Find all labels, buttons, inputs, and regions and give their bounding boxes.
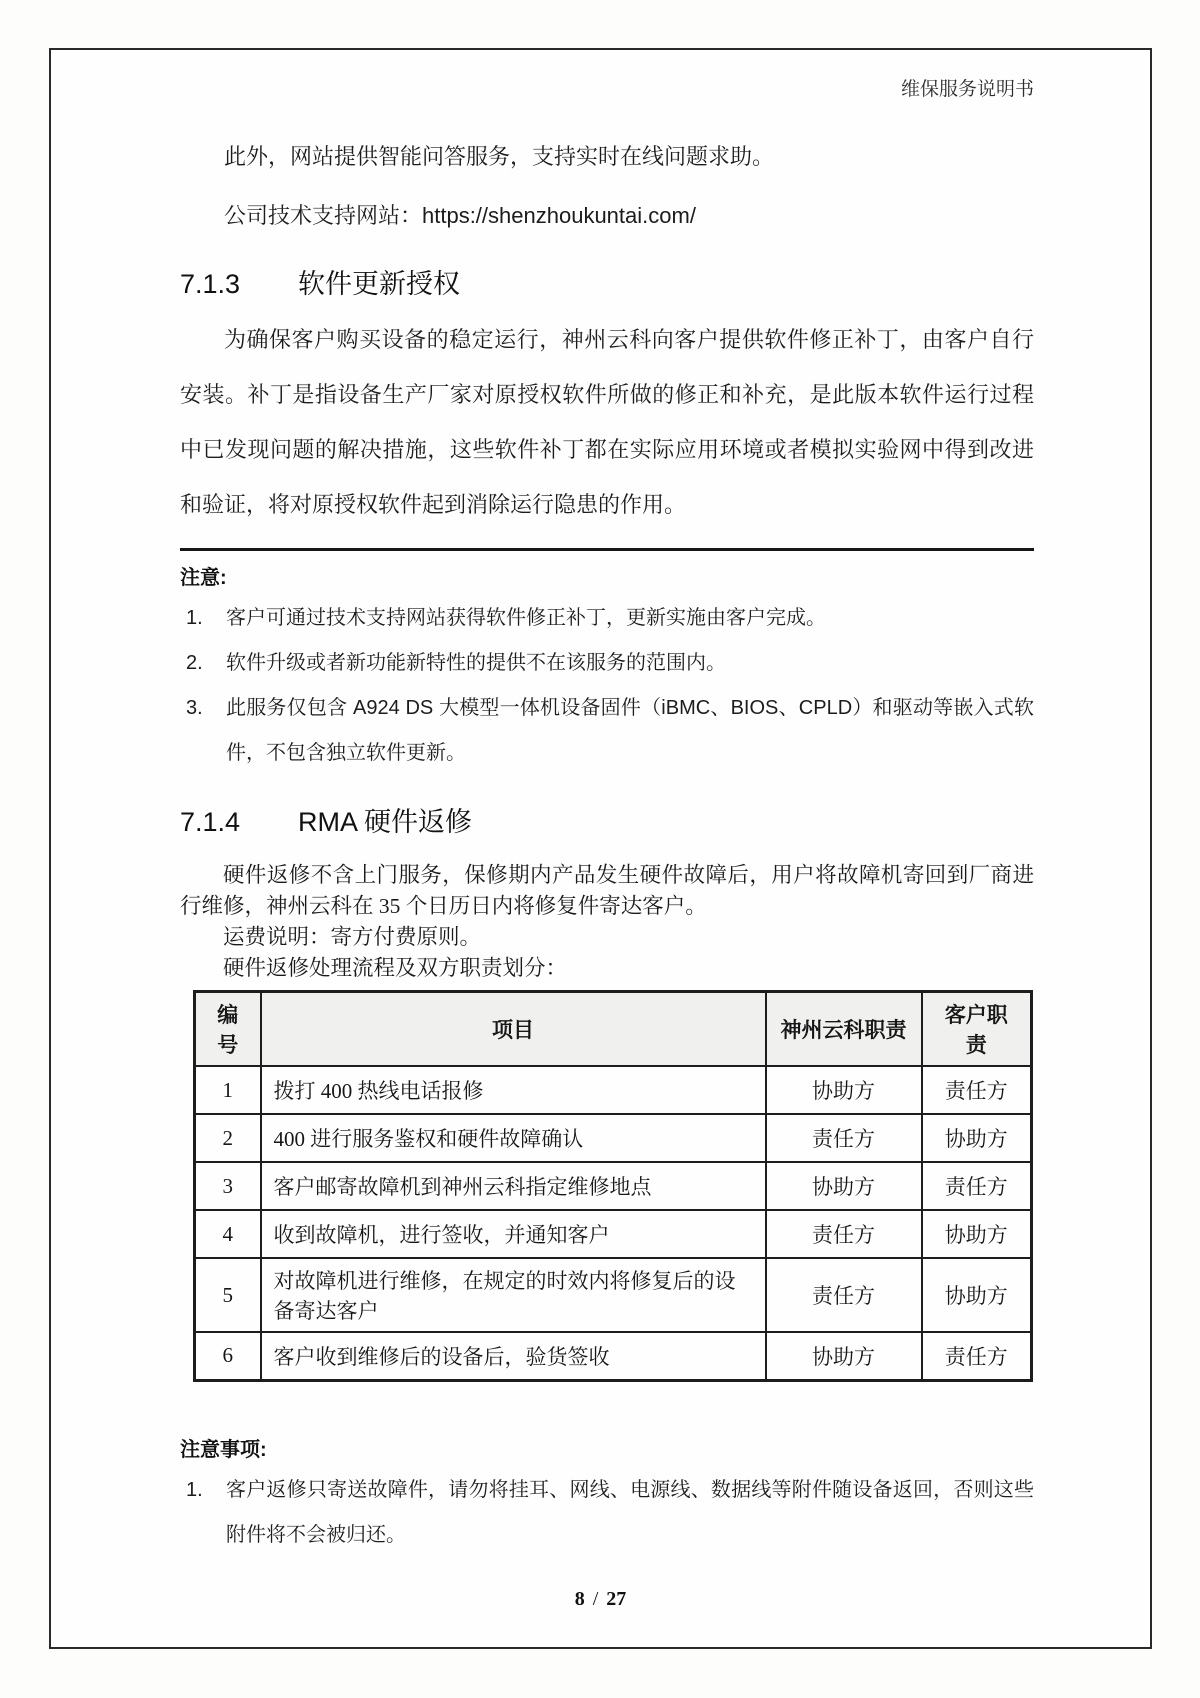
notice-divider-rule [180,548,1034,551]
table-row [195,1210,1032,1258]
notice-item-number: 1. [186,607,203,629]
rma-paragraph-3: 硬件返修处理流程及双方职责划分： [223,956,568,980]
column-header-number: 编号 [195,992,261,1067]
page-content [51,50,1150,1558]
rma-process-table [193,990,1033,1382]
cell-vendor-duty: 协助方 [766,1066,922,1114]
notice-item [180,1468,1034,1558]
notice-item-number: 2. [186,652,203,674]
intro-paragraph-1: 此外，网站提供智能问答服务，支持实时在线问题求助。 [224,144,775,169]
notice-item-number: 1. [186,1478,203,1501]
cell-customer-duty: 协助方 [922,1258,1032,1332]
table-row [195,1066,1032,1114]
cell-vendor-duty: 责任方 [766,1210,922,1258]
cell-customer-duty: 责任方 [922,1066,1032,1114]
total-page-count: 27 [606,1588,627,1610]
cell-vendor-duty: 责任方 [766,1114,922,1162]
page-border-frame [49,48,1152,1649]
cell-vendor-duty: 协助方 [766,1332,922,1380]
cell-number: 5 [195,1258,261,1332]
notice-item-text: 客户返修只寄送故障件，请勿将挂耳、网线、电源线、数据线等附件随设备返回，否则这些附件将不会被归还。 [226,1478,1034,1546]
notice-item [180,641,1034,686]
section-number: 7.1.3 [180,269,241,299]
cell-item: 拨打 400 热线电话报修 [261,1066,766,1114]
cell-item: 400 进行服务鉴权和硬件故障确认 [261,1114,766,1162]
notice-item [180,686,1034,776]
table-header-row [195,992,1032,1067]
section-heading-7-1-4 [180,804,1034,840]
notice-item-text: 客户可通过技术支持网站获得软件修正补丁，更新实施由客户完成。 [226,607,826,629]
cell-number: 3 [195,1162,261,1210]
cell-customer-duty: 协助方 [922,1210,1032,1258]
cell-customer-duty: 协助方 [922,1114,1032,1162]
column-header-customer-duty: 客户职责 [922,992,1032,1067]
column-header-item: 项目 [261,992,766,1067]
cell-customer-duty: 责任方 [922,1332,1032,1380]
notice2-list [180,1468,1034,1558]
table-row [195,1258,1032,1332]
page-number-separator: / [592,1588,599,1610]
cell-item: 客户收到维修后的设备后，验货签收 [261,1332,766,1380]
section-title: 软件更新授权 [298,269,460,299]
cell-number: 4 [195,1210,261,1258]
section-7-1-4-body [180,860,1034,984]
section-7-1-3-body: 为确保客户购买设备的稳定运行，神州云科向客户提供软件修正补丁，由客户自行安装。补丁是指设备生产厂家对原授权软件所做的修正和补充，是此版本软件运行过程中已发现问题的解决措施，这些软件补丁都在实际应用环境或者模拟实验网中得到改进和验证，将对原授权软件起到消除运行隐患的作用。 [180,327,1034,517]
cell-number: 6 [195,1332,261,1380]
notice-item [180,596,1034,641]
notice-label: 注意: [180,567,227,589]
cell-number: 2 [195,1114,261,1162]
section-title: RMA 硬件返修 [298,807,473,837]
page-number-footer [51,1588,1150,1611]
cell-number: 1 [195,1066,261,1114]
notice2-label: 注意事项: [180,1438,267,1461]
notice-list [180,596,1034,776]
table-row [195,1332,1032,1380]
section-heading-7-1-3 [180,266,1034,302]
rma-paragraph-2: 运费说明：寄方付费原则。 [223,925,482,949]
notice-item-text: 此服务仅包含 A924 DS 大模型一体机设备固件（iBMC、BIOS、CPLD）和驱动等嵌入式软件，不包含独立软件更新。 [226,697,1034,764]
table-row [195,1162,1032,1210]
column-header-vendor-duty: 神州云科职责 [766,992,922,1067]
notice-item-number: 3. [186,697,203,719]
cell-customer-duty: 责任方 [922,1162,1032,1210]
current-page-number: 8 [574,1588,585,1610]
notice-item-text: 软件升级或者新功能新特性的提供不在该服务的范围内。 [226,652,726,674]
section-number: 7.1.4 [180,807,241,837]
table-row [195,1114,1032,1162]
cell-item: 客户邮寄故障机到神州云科指定维修地点 [261,1162,766,1210]
cell-item: 收到故障机，进行签收，并通知客户 [261,1210,766,1258]
cell-vendor-duty: 责任方 [766,1258,922,1332]
cell-item: 对故障机进行维修，在规定的时效内将修复后的设备寄达客户 [261,1258,766,1332]
intro-paragraph-2: 公司技术支持网站：https://shenzhoukuntai.com/ [224,203,696,228]
cell-vendor-duty: 协助方 [766,1162,922,1210]
rma-paragraph-1: 硬件返修不含上门服务，保修期内产品发生硬件故障后，用户将故障机寄回到厂商进行维修，神州云科在 35 个日历日内将修复件寄达客户。 [180,863,1034,918]
running-header: 维保服务说明书 [900,79,1034,100]
